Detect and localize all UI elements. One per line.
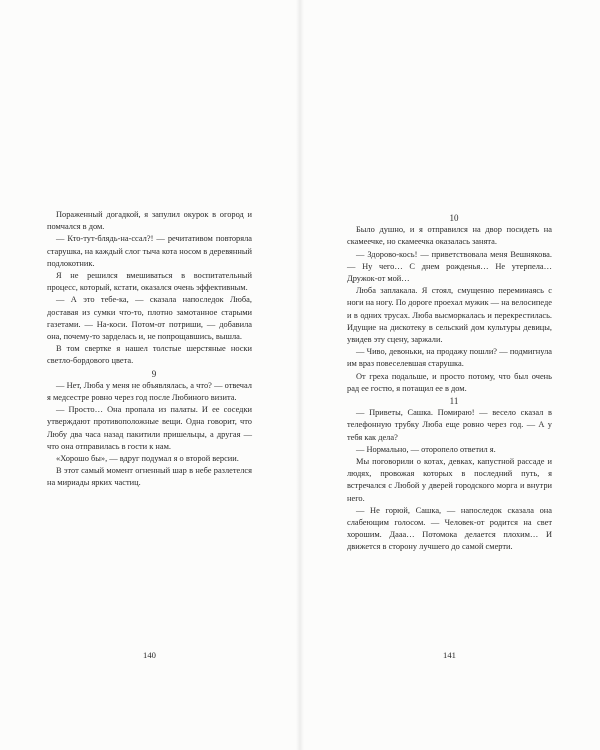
left-page-text (47, 209, 252, 490)
right-page-text (347, 212, 552, 554)
page-number: 140 (143, 650, 156, 660)
paragraph: — Не горюй, Сашка, — напоследок сказала она слабеющим голосом. — Человек-от родится на свет хорошим. Дааа… Потомока делается плохим… И движется в сторону лучшего до самой смерти. (347, 505, 552, 552)
chapter-heading: 11 (449, 396, 459, 407)
paragraph: Мы поговорили о котах, девках, капустной рассаде и людях, провожая которых в последний путь, я встречался с Любой у дверей городского морга и внутри него. (347, 457, 552, 503)
right-page (302, 0, 600, 750)
paragraph: Люба заплакала. Я стоял, смущенно переминаясь с ноги на ногу. По дороге проехал мужик — на велосипеде и в одних трусах. Люба высморкалась и перекрестилась. Идущие на дискотеку в сельский дом культуры девицы, увидев эту сцену, заржали. (347, 286, 552, 345)
paragraph: — Нормально, — оторопело ответил я. (356, 444, 496, 454)
paragraph: — Приветы, Сашка. Помираю! — весело сказал в телефонную трубку Люба еще ровно через год. — А у тебя как дела? (347, 408, 552, 442)
paragraph: — А это тебе-ка, — сказала напоследок Люба, доставая из сумки что-то, плотно замотанное старыми газетами. — На-коси. Потом-от потриши, — добавила она, почему-то зарделась и, не попрощавшись, вышла. (47, 295, 252, 342)
paragraph: От греха подальше, и просто потому, что был очень рад ее гостю, я потащил ее в дом. (347, 371, 552, 393)
left-page (0, 0, 298, 750)
page-number: 141 (443, 650, 456, 660)
paragraph: В этот самый момент огненный шар в небе разлетелся на мириады ярких частиц. (47, 466, 252, 488)
paragraph: Пораженный догадкой, я запулил окурок в огород и помчался в дом. (47, 210, 252, 232)
paragraph: — Кто-тут-блядь-на-ссал?! — речитативом повторяла старушка, на каждый слог тыча кота носом в деревянный подлокотник. (47, 234, 252, 268)
chapter-heading: 10 (449, 213, 459, 223)
paragraph: «Хорошо бы», — вдруг подумал я о второй версии. (56, 454, 239, 464)
paragraph: — Нет, Люба у меня не объявлялась, а что? — отвечал я медсестре ровно через год после Любиного визита. (47, 380, 252, 403)
paragraph: Я не решился вмешиваться в воспитательный процесс, который, кстати, оказался очень эффективным. (47, 271, 252, 293)
paragraph: В том свертке я нашел толстые шерстяные носки светло-бордового цвета. (47, 344, 252, 366)
chapter-heading: 9 (151, 368, 157, 379)
paragraph: — Просто… Она пропала из палаты. И ее соседки утверждают противоположные вещи. Одна говорит, что Любу два часа назад пакитили пришельцы, а другая — что она отправилась в гости к нам. (47, 405, 252, 451)
paragraph: — Чиво, девоньки, на продажу пошли? — подмигнула им враз повеселевшая старушка. (347, 347, 552, 369)
paragraph: — Здорово-кось! — приветствовала меня Вешнякова. — Ну чего… С днем рожденья… Не утерпела… Дружок-от мой… (347, 249, 552, 284)
paragraph: Было душно, и я отправился на двор посидеть на скамеечке, но скамеечка оказалась занята. (347, 225, 552, 247)
